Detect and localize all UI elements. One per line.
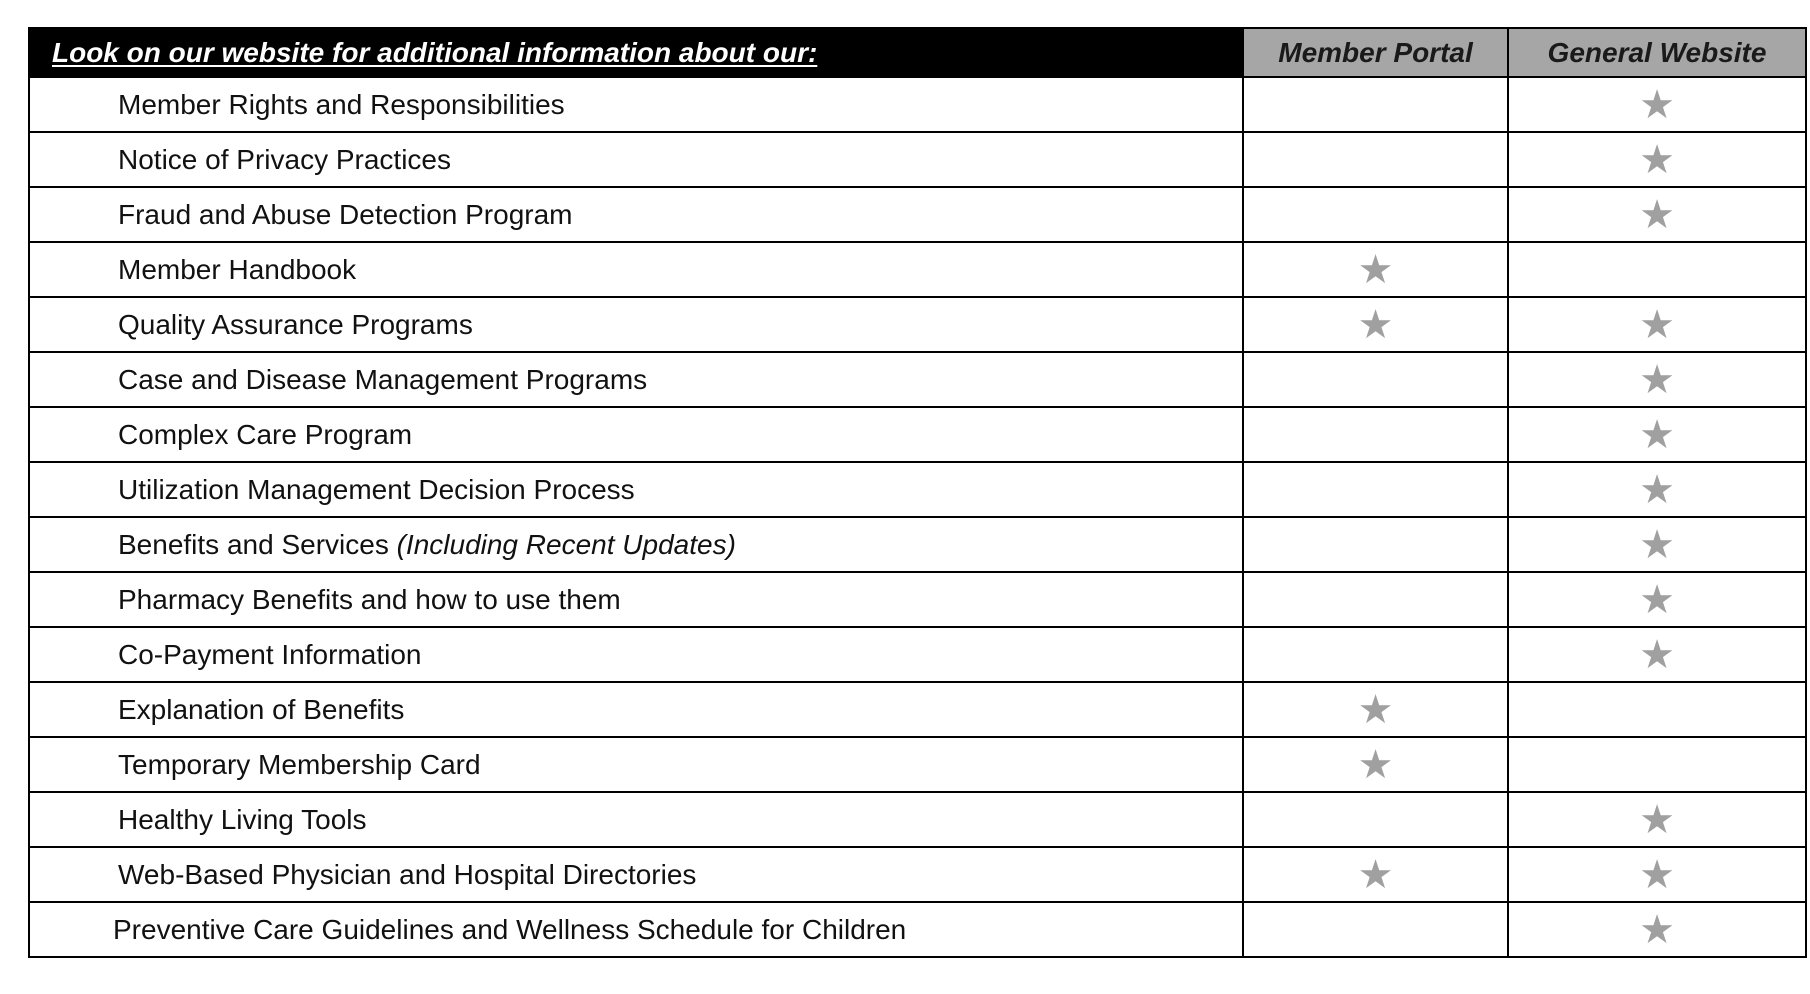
table-row [29, 902, 1806, 957]
table-row [29, 462, 1806, 517]
table-body [29, 77, 1806, 957]
table-row [29, 407, 1806, 462]
table-row [29, 297, 1806, 352]
table-row [29, 242, 1806, 297]
topic-label: Benefits and Services [118, 528, 389, 560]
topic-cell [29, 517, 1243, 572]
table-row [29, 352, 1806, 407]
topic-cell [29, 462, 1243, 517]
member-portal-heading: Member Portal [1243, 28, 1508, 77]
topic-label: Notice of Privacy Practices [118, 143, 451, 175]
topic-cell [29, 297, 1243, 352]
topic-label: Web-Based Physician and Hospital Directories [118, 858, 697, 890]
general-website-cell [1508, 462, 1806, 517]
topic-note: (Including Recent Updates) [396, 528, 736, 560]
topic-label: Member Handbook [118, 253, 357, 285]
topic-label: Quality Assurance Programs [118, 308, 473, 340]
topic-cell [29, 902, 1243, 957]
table-row [29, 77, 1806, 132]
table-row [29, 187, 1806, 242]
intro-heading: Look on our website for additional information about our: [29, 28, 1243, 77]
topic-cell [29, 407, 1243, 462]
topic-cell [29, 572, 1243, 627]
star-icon: ★ [1357, 742, 1394, 787]
general-website-cell [1508, 187, 1806, 242]
member-portal-cell [1243, 407, 1508, 462]
table-row [29, 627, 1806, 682]
topic-cell [29, 682, 1243, 737]
topic-cell [29, 132, 1243, 187]
member-portal-cell [1243, 187, 1508, 242]
star-icon: ★ [1357, 852, 1394, 897]
star-icon: ★ [1639, 797, 1675, 842]
star-icon: ★ [1639, 412, 1675, 457]
topic-label: Co-Payment Information [118, 638, 422, 670]
resources-table [28, 27, 1807, 958]
member-portal-cell [1243, 462, 1508, 517]
header-row [29, 28, 1806, 77]
topic-label: Member Rights and Responsibilities [118, 88, 565, 120]
member-portal-cell [1243, 682, 1508, 737]
star-icon: ★ [1639, 632, 1675, 677]
star-icon: ★ [1357, 302, 1394, 347]
topic-label: Fraud and Abuse Detection Program [118, 198, 573, 230]
topic-label: Case and Disease Management Programs [118, 363, 648, 395]
table-row [29, 792, 1806, 847]
star-icon: ★ [1639, 522, 1675, 567]
member-portal-cell [1243, 517, 1508, 572]
member-portal-cell [1243, 297, 1508, 352]
topic-label: Preventive Care Guidelines and Wellness Schedule for Children [113, 913, 907, 945]
general-website-cell [1508, 572, 1806, 627]
star-icon: ★ [1639, 82, 1675, 127]
topic-label: Healthy Living Tools [118, 803, 367, 835]
general-website-cell [1508, 682, 1806, 737]
general-website-cell [1508, 132, 1806, 187]
member-portal-cell [1243, 132, 1508, 187]
topic-cell [29, 77, 1243, 132]
table-row [29, 737, 1806, 792]
topic-label: Temporary Membership Card [118, 748, 481, 780]
topic-label: Pharmacy Benefits and how to use them [118, 583, 621, 615]
general-website-cell [1508, 737, 1806, 792]
star-icon: ★ [1639, 467, 1675, 512]
table-row [29, 847, 1806, 902]
member-portal-cell [1243, 627, 1508, 682]
member-portal-cell [1243, 737, 1508, 792]
member-portal-cell [1243, 847, 1508, 902]
general-website-cell [1508, 242, 1806, 297]
topic-cell [29, 352, 1243, 407]
star-icon: ★ [1639, 192, 1675, 237]
topic-label: Explanation of Benefits [118, 693, 405, 725]
topic-cell [29, 737, 1243, 792]
topic-cell [29, 792, 1243, 847]
topic-cell [29, 627, 1243, 682]
star-icon: ★ [1639, 302, 1675, 347]
topic-cell [29, 187, 1243, 242]
general-website-cell [1508, 297, 1806, 352]
table-row [29, 572, 1806, 627]
table-row [29, 682, 1806, 737]
topic-label: Complex Care Program [118, 418, 413, 450]
general-website-cell [1508, 902, 1806, 957]
star-icon: ★ [1357, 687, 1394, 732]
star-icon: ★ [1357, 247, 1394, 292]
general-website-cell [1508, 352, 1806, 407]
member-portal-cell [1243, 572, 1508, 627]
member-portal-cell [1243, 902, 1508, 957]
star-icon: ★ [1639, 577, 1675, 622]
general-website-cell [1508, 77, 1806, 132]
general-website-cell [1508, 627, 1806, 682]
topic-cell [29, 242, 1243, 297]
star-icon: ★ [1639, 357, 1675, 402]
member-portal-cell [1243, 242, 1508, 297]
member-portal-cell [1243, 352, 1508, 407]
topic-label: Utilization Management Decision Process [118, 473, 635, 505]
table-header [29, 28, 1806, 77]
general-website-heading: General Website [1508, 28, 1806, 77]
table-row [29, 517, 1806, 572]
member-portal-cell [1243, 792, 1508, 847]
star-icon: ★ [1639, 137, 1675, 182]
member-portal-cell [1243, 77, 1508, 132]
general-website-cell [1508, 792, 1806, 847]
table-row [29, 132, 1806, 187]
general-website-cell [1508, 517, 1806, 572]
star-icon: ★ [1639, 852, 1675, 897]
general-website-cell [1508, 407, 1806, 462]
topic-cell [29, 847, 1243, 902]
star-icon: ★ [1639, 907, 1675, 952]
general-website-cell [1508, 847, 1806, 902]
